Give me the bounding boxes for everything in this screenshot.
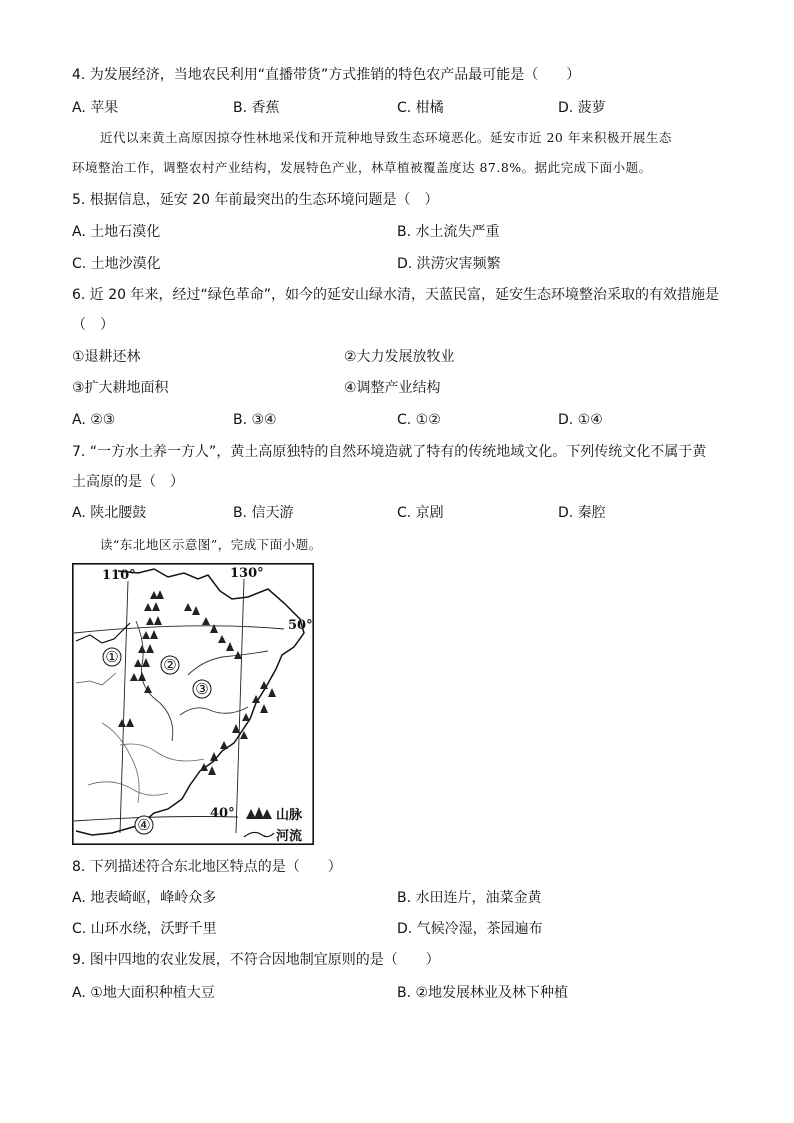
longitude-110-label: 110° xyxy=(102,568,136,583)
q7-stem-line2: 土高原的是（ ） xyxy=(72,474,184,490)
q8-stem: 8. 下列描述符合东北地区特点的是（ ） xyxy=(72,859,342,875)
q4-option-a: A. 苹果 xyxy=(72,100,119,116)
q5-stem: 5. 根据信息，延安 20 年前最突出的生态环境问题是（ ） xyxy=(72,192,439,208)
q6-option-d: D. ①④ xyxy=(558,412,603,428)
q8-option-c: C. 山环水绕，沃野千里 xyxy=(72,921,217,937)
q7-option-d: D. 秦腔 xyxy=(558,505,606,521)
q5-option-a: A. 土地石漠化 xyxy=(72,224,161,240)
q6-option-a: A. ②③ xyxy=(72,412,116,428)
q6-stem: 6. 近 20 年来，经过“绿色革命”，如今的延安山绿水清，天蓝民富，延安生态环境整治采取的有效措施是 xyxy=(72,287,720,303)
legend-mountain-label: 山脉 xyxy=(276,808,303,823)
q4-option-b: B. 香蕉 xyxy=(233,100,280,116)
q6-item-1: ①退耕还林 xyxy=(72,349,141,365)
northeast-china-map xyxy=(72,563,314,845)
material-paragraph-line2: 环境整治工作，调整农村产业结构，发展特色产业，林草植被覆盖度达 87.8%。据此完成下面小题。 xyxy=(72,160,652,175)
q5-option-b: B. 水土流失严重 xyxy=(397,224,500,240)
q6-stem-bracket: （ ） xyxy=(72,317,114,333)
q8-option-d: D. 气候冷湿，茶园遍布 xyxy=(397,921,543,937)
q6-item-4: ④调整产业结构 xyxy=(344,380,441,396)
q6-item-3: ③扩大耕地面积 xyxy=(72,380,169,396)
q7-option-c: C. 京剧 xyxy=(397,505,444,521)
q4-stem: 4. 为发展经济，当地农民利用“直播带货”方式推销的特色农产品最可能是（ ） xyxy=(72,67,581,83)
q9-option-a: A. ①地大面积种植大豆 xyxy=(72,985,215,1001)
q9-stem: 9. 图中四地的农业发展，不符合因地制宜原则的是（ ） xyxy=(72,952,440,968)
q7-stem: 7. “一方水土养一方人”，黄土高原独特的自然环境造就了特有的传统地域文化。下列传统文化不属于黄 xyxy=(72,444,707,460)
q7-option-b: B. 信天游 xyxy=(233,505,294,521)
q8-option-a: A. 地表崎岖，峰岭众多 xyxy=(72,890,217,906)
q4-option-c: C. 柑橘 xyxy=(397,100,444,116)
longitude-130-label: 130° xyxy=(230,566,264,581)
latitude-50-label: 50° xyxy=(288,618,313,633)
region-1-label: ① xyxy=(105,648,119,666)
region-2-label: ② xyxy=(163,656,177,674)
q9-option-b: B. ②地发展林业及林下种植 xyxy=(397,985,569,1001)
q4-option-d: D. 菠萝 xyxy=(558,100,606,116)
q6-option-c: C. ①② xyxy=(397,412,441,428)
q6-option-b: B. ③④ xyxy=(233,412,277,428)
map-instruction: 读“东北地区示意图”，完成下面小题。 xyxy=(100,537,322,552)
q5-option-c: C. 土地沙漠化 xyxy=(72,256,161,272)
latitude-40-label: 40° xyxy=(210,806,235,821)
region-3-label: ③ xyxy=(195,680,209,698)
q8-option-b: B. 水田连片，油菜金黄 xyxy=(397,890,542,906)
q7-option-a: A. 陕北腰鼓 xyxy=(72,505,147,521)
material-paragraph-line1: 近代以来黄土高原因掠夺性林地采伐和开荒种地导致生态环境恶化。延安市近 20 年来积极开展生态 xyxy=(100,130,672,145)
q5-option-d: D. 洪涝灾害频繁 xyxy=(397,256,501,272)
region-4-label: ④ xyxy=(137,816,151,834)
legend-river-label: 河流 xyxy=(276,829,303,844)
q6-item-2: ②大力发展放牧业 xyxy=(344,349,455,365)
